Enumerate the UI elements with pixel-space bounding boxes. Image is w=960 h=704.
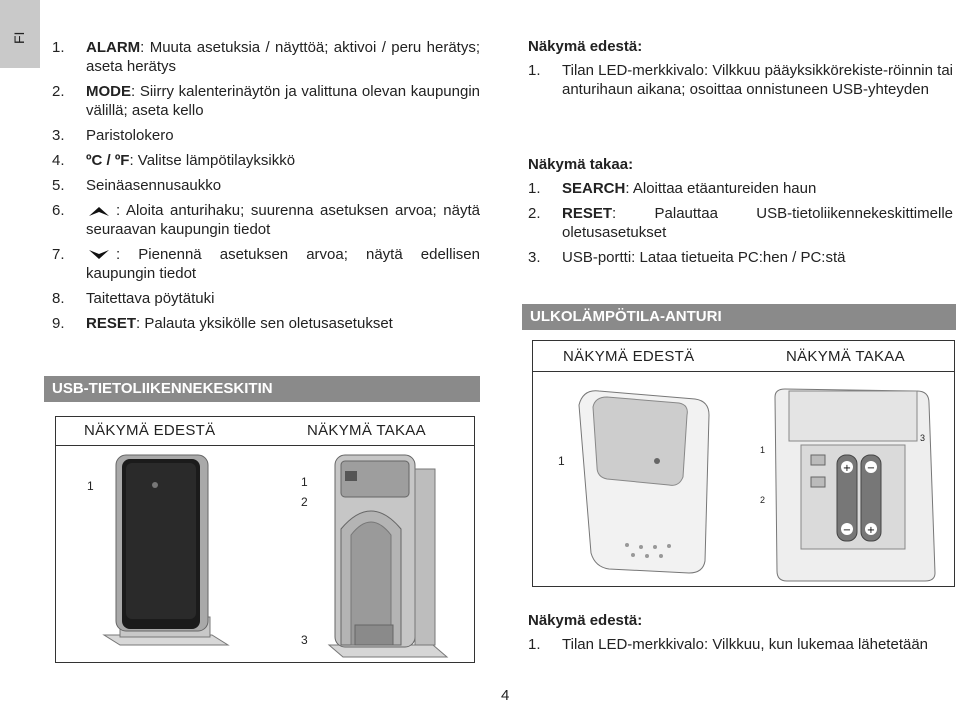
list-item: 1. Tilan LED-merkkivalo: Vilkkuu pääyksikkörekiste-röinnin tai anturihaun aikana; osoittaa onnistuneen USB-yhteyden — [528, 62, 953, 98]
usb-hub-section-title: USB-TIETOLIIKENNEKESKITIN — [44, 376, 480, 402]
sensor-back-callout-3: 3 — [920, 433, 926, 443]
usb-back-callout-2: 2 — [301, 495, 308, 509]
usb-front-view-label: NÄKYMÄ EDESTÄ — [84, 422, 216, 439]
usb-back-view-text — [528, 156, 953, 273]
list-item: 7. : Pienennä asetuksen arvoa; näytä edellisen kaupungin tiedot — [52, 246, 480, 282]
list-item: 5. Seinäasennusaukko — [52, 177, 222, 194]
sensor-back-image — [767, 385, 947, 585]
list-item: 4. ºC / ºF: Valitse lämpötilayksikkö — [52, 152, 296, 169]
language-tab — [0, 0, 40, 68]
sensor-section-title: ULKOLÄMPÖTILA-ANTURI — [522, 304, 956, 330]
sensor-back-callout-2: 2 — [760, 495, 766, 505]
svg-text:+: + — [866, 525, 876, 536]
svg-text:−: − — [866, 463, 876, 474]
sensor-front-callout-1: 1 — [558, 454, 565, 468]
list-item: 2. MODE: Siirry kalenterinäytön ja valittuna olevan kaupungin välillä; aseta kello — [52, 83, 480, 119]
sensor-front-image — [569, 385, 729, 581]
usb-back-heading: Näkymä takaa: — [528, 156, 634, 173]
language-code: FI — [11, 31, 27, 44]
list-item: 8. Taitettava pöytätuki — [52, 290, 215, 307]
button-function-list — [52, 38, 480, 339]
usb-back-callout-3: 3 — [301, 633, 308, 647]
usb-front-callout-1: 1 — [87, 479, 94, 493]
usb-front-view-text — [528, 38, 953, 105]
usb-hub-back-image — [321, 449, 461, 659]
usb-hub-front-image — [100, 449, 240, 659]
sensor-front-view-label: NÄKYMÄ EDESTÄ — [563, 348, 695, 365]
svg-text:+: + — [842, 463, 852, 474]
list-item: 6. : Aloita anturihaku; suurenna asetuksen arvoa; näytä seuraavan kaupungin tiedot — [52, 202, 480, 238]
usb-back-view-label: NÄKYMÄ TAKAA — [307, 422, 426, 439]
page-number: 4 — [501, 687, 510, 704]
list-item: 1. Tilan LED-merkkivalo: Vilkkuu, kun lukemaa lähetetään — [528, 636, 929, 653]
sensor-figure — [532, 340, 955, 587]
sensor-front-view-text — [528, 612, 953, 660]
usb-back-callout-1: 1 — [301, 475, 308, 489]
chevron-up-icon — [88, 205, 110, 217]
sensor-back-view-label: NÄKYMÄ TAKAA — [786, 348, 905, 365]
usb-hub-figure — [55, 416, 475, 663]
list-item: 9. RESET: Palauta yksikölle sen oletusasetukset — [52, 315, 393, 332]
svg-text:−: − — [842, 525, 852, 536]
figure-divider — [533, 371, 954, 372]
list-item: 3. Paristolokero — [52, 127, 174, 144]
usb-front-heading: Näkymä edestä: — [528, 38, 643, 55]
sensor-front-heading: Näkymä edestä: — [528, 612, 643, 629]
list-item: 2. RESET: Palauttaa USB-tietoliikennekeskittimelle oletusasetukset — [528, 205, 953, 241]
figure-divider — [56, 445, 474, 446]
chevron-down-icon — [88, 249, 110, 261]
list-item: 3. USB-portti: Lataa tietueita PC:hen / PC:stä — [528, 249, 846, 266]
sensor-back-callout-1: 1 — [760, 445, 766, 455]
list-item: 1. SEARCH: Aloittaa etäantureiden haun — [528, 180, 817, 197]
list-item: 1. ALARM: Muuta asetuksia / näyttöä; aktivoi / peru herätys; aseta herätys — [52, 39, 480, 75]
